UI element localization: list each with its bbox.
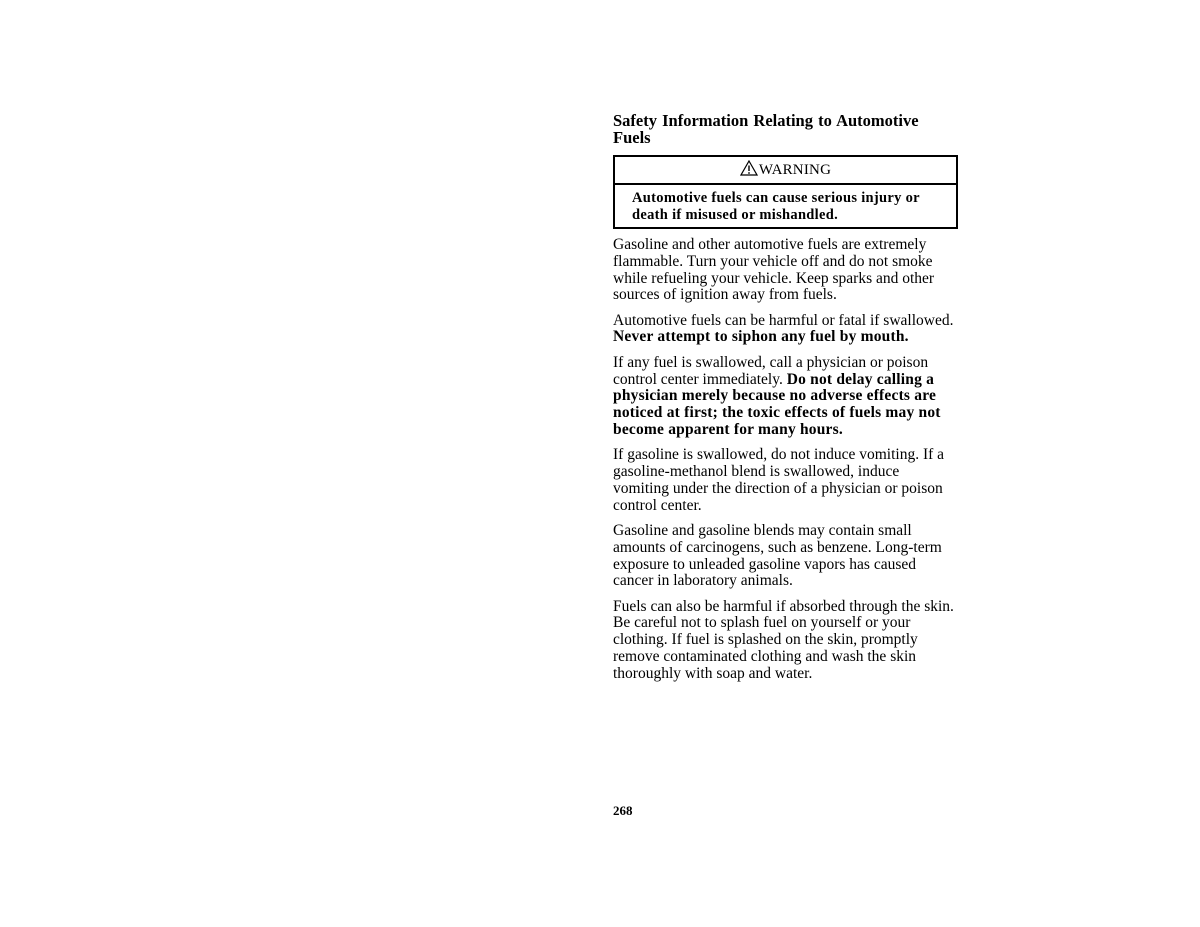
paragraph-text: If any fuel is swallowed, call a physician or poison control center immediately. <box>613 353 929 388</box>
paragraph-text: Gasoline and gasoline blends may contain small amounts of carcinogens, such as benzene. Long-term exposure to unleaded gasoline vapors has caused cancer in laboratory animals. <box>613 521 942 590</box>
paragraph-text: If gasoline is swallowed, do not induce vomiting. If a gasoline-methanol blend is swallowed, induce vomiting under the direction of a physician or poison control center. <box>613 446 945 514</box>
section-heading: Safety Information Relating to Automotive Fuels <box>613 111 919 147</box>
paragraph-flammability <box>613 237 958 304</box>
warning-text: Automotive fuels can cause serious injury or death if misused or mishandled. <box>632 190 920 223</box>
paragraph-text: Automotive fuels can be harmful or fatal if swallowed. <box>613 311 954 329</box>
paragraph-text: Gasoline and other automotive fuels are extremely flammable. Turn your vehicle off and do not smoke while refueling your vehicle. Keep sparks and other sources of ignition away from fuels. <box>613 236 935 304</box>
warning-box <box>613 155 958 229</box>
paragraph-carcinogens <box>613 523 958 590</box>
paragraph-swallowed <box>613 313 958 347</box>
paragraph-text: Fuels can also be harmful if absorbed through the skin. Be careful not to splash fuel on yourself or your clothing. If fuel is splashed on the skin, promptly remove contaminated clothing and wash the skin thoroughly with soap and water. <box>613 597 954 682</box>
page-content <box>613 112 958 691</box>
page-number: 268 <box>613 803 633 818</box>
paragraph-skin <box>613 599 958 683</box>
warning-title: WARNING <box>758 161 832 178</box>
warning-header <box>615 157 956 185</box>
paragraph-vomiting <box>613 447 958 514</box>
paragraph-physician <box>613 355 958 439</box>
paragraph-emphasis: Never attempt to siphon any fuel by mouth. <box>613 328 909 346</box>
paragraph-emphasis: Do not delay calling a physician merely because no adverse effects are noticed at first; the toxic effects of fuels may not become apparent for many hours. <box>613 370 941 438</box>
warning-triangle-icon <box>740 160 758 176</box>
